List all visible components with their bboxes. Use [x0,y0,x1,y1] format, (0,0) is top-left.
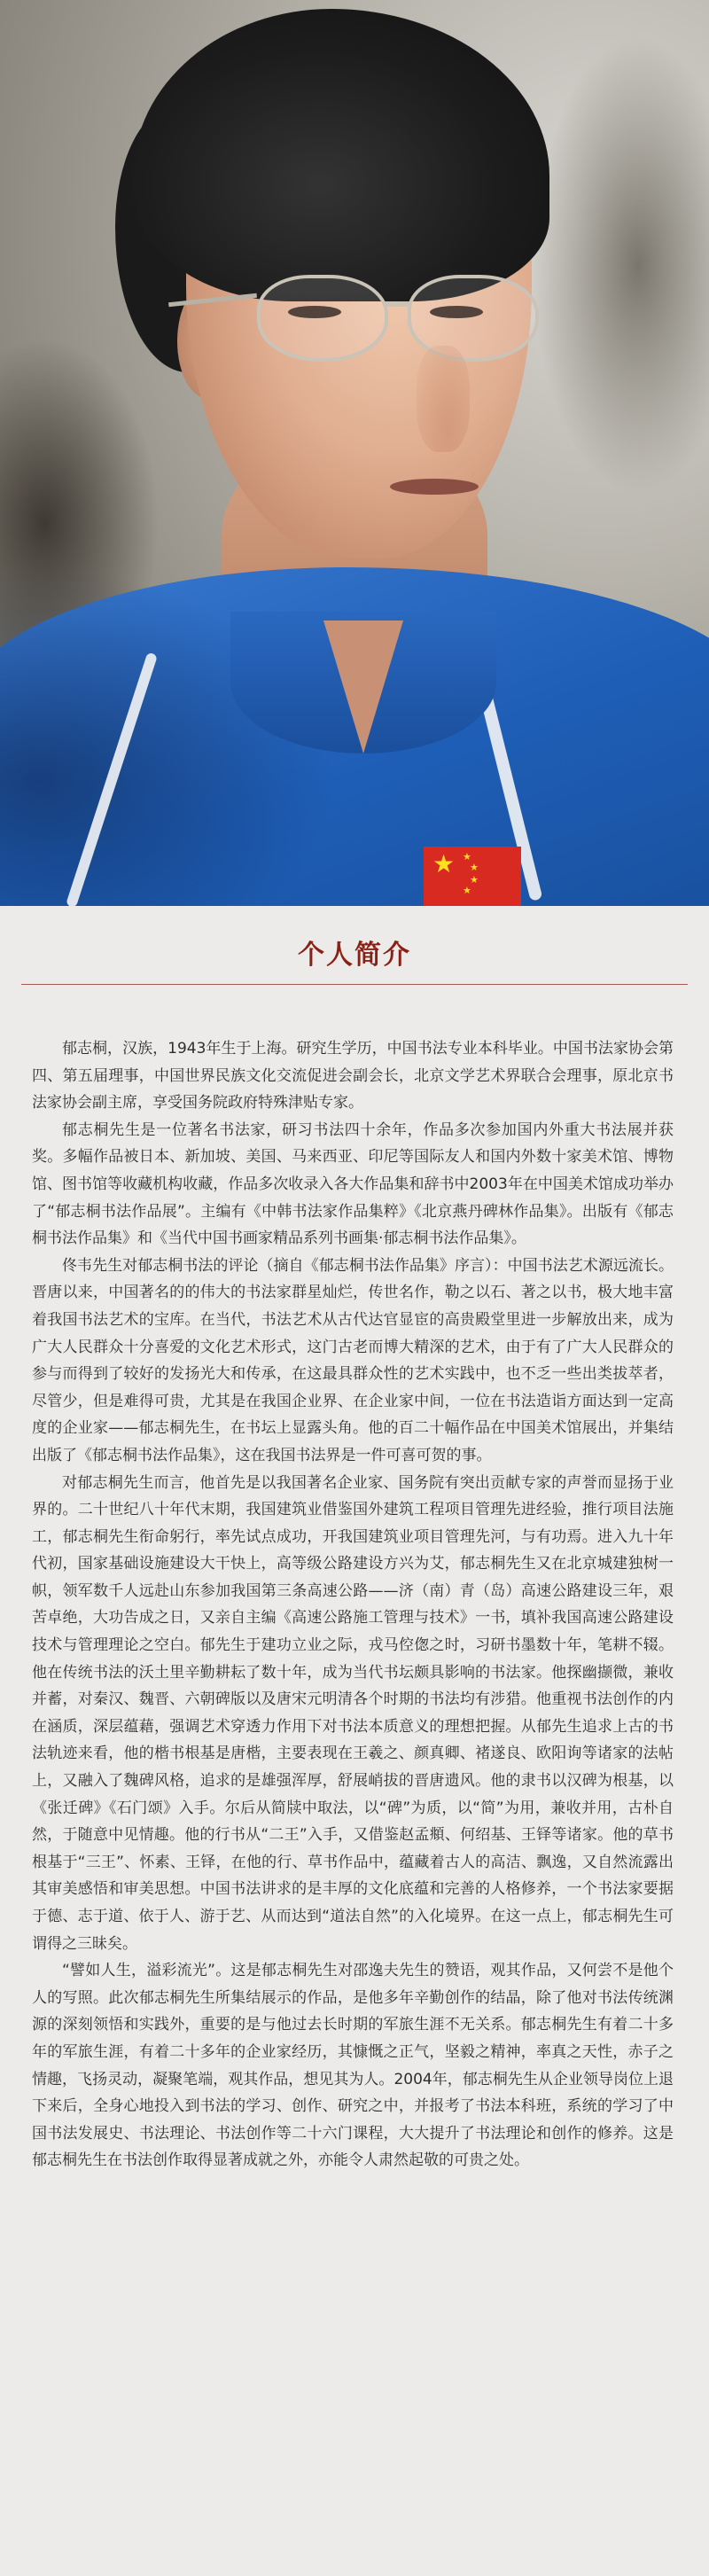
paragraph: 郁志桐，汉族，1943年生于上海。研究生学历，中国书法专业本科毕业。中国书法家协会第四、第五届理事，中国世界民族文化交流促进会副会长，北京文学艺术界联合会理事，原北京书法家协会副主席，享受国务院政府特殊津贴专家。 [32,1040,674,1112]
flag-small-star-icon: ★ [470,874,479,886]
flag-small-star-icon: ★ [470,862,479,873]
eyeglasses [222,266,549,363]
hair [133,9,549,301]
glasses-bridge [383,301,409,307]
section-header [0,906,709,1009]
glasses-lens-left [257,275,388,362]
mouth [390,479,479,495]
paragraph: 对郁志桐先生而言，他首先是以我国著名企业家、国务院有突出贡献专家的声誉而显扬于业界的。二十世纪八十年代末期，我国建筑业借鉴国外建筑工程项目管理先进经验，推行项目法施工，郁志桐先生衔命躬行，率先试点成功，开我国建筑业项目管理先河，与有功焉。进入九十年代初，国家基础设施建设大干快上，高等级公路建设方兴为艾，郁志桐先生又在北京城建独树一帜，领军数千人远赴山东参加我国第三条高速公路——济（南）青（岛）高速公路建设三年，艰苦卓绝，大功告成之日，又亲自主编《高速公路施工管理与技术》一书，填补我国高速公路建设技术与管理理论之空白。郁先生于建功立业之际，戎马倥偬之时，习研书墨数十年，笔耕不辍。他在传统书法的沃土里辛勤耕耘了数十年，成为当代书坛颇具影响的书法家。他探幽撷微，兼收并蓄，对秦汉、魏晋、六朝碑版以及唐宋元明清各个时期的书法均有涉猎。他重视书法创作的内在涵质，深层蕴藉，强调艺术穿透力作用下对书法本质意义的理想把握。从郁先生追求上古的书法轨迹来看，他的楷书根基是唐楷，主要表现在王羲之、颜真卿、褚遂良、欧阳询等诸家的法帖上，又融入了魏碑风格，追求的是雄强浑厚，舒展峭拔的晋唐遗风。他的隶书以汉碑为根基，以《张迁碑》《石门颂》入手。尔后从简牍中取法，以“碑”为质，以“简”为用，兼收并用，古朴自然，于随意中见情趣。他的行书从“二王”入手，又借鉴赵孟頫、何绍基、王铎等诸家。他的草书根基于“三王”、怀素、王铎，在他的行、草书作品中，蕴藏着古人的高洁、飘逸，又自然流露出其审美感悟和审美思想。中国书法讲求的是丰厚的文化底蕴和完善的人格修养，一个书法家要据于德、志于道、依于人、游于艺、从而达到“道法自然”的入化境界。在这一点上，郁志桐先生可谓得之三昧矣。 [32,1473,674,1953]
flag-patch [424,847,521,906]
biography-text [0,1009,709,2174]
flag-small-star-icon: ★ [463,851,471,863]
background-blur [532,35,709,496]
portrait-photo [0,0,709,906]
profile-section [0,906,709,2576]
nose [417,346,470,452]
flag-small-star-icon: ★ [463,885,471,896]
flag-star-icon: ★ [432,849,456,878]
paragraph: 郁志桐先生是一位著名书法家，研习书法四十余年，作品多次参加国内外重大书法展并获奖。多幅作品被日本、新加坡、美国、马来西亚、印尼等国际友人和国内外数十家美术馆、博物馆、图书馆等收藏机构收藏，作品多次收录入各大作品集和辞书中2003年在中国美术馆成功举办了“郁志桐书法作品展”。主编有《中韩书法家作品集粹》《北京燕丹碑林作品集》。出版有《郁志桐书法作品集》和《当代中国书画家精品系列书画集·郁志桐书法作品集》。 [32,1120,674,1248]
paragraph: 佟韦先生对郁志桐书法的评论（摘自《郁志桐书法作品集》序言）：中国书法艺术源远流长。晋唐以来，中国著名的的伟大的书法家群星灿烂，传世名作，勒之以石、著之以书，极大地丰富着我国书法艺术的宝库。在当代，书法艺术从古代达官显宦的高贵殿堂里进一步解放出来，成为广大人民群众十分喜爱的文化艺术形式，这门古老而博大精深的艺术，由于有了广大人民群众的参与而得到了较好的发扬光大和传承，在这最具群众性的艺术实践中，也不乏一些出类拔萃者，尽管少，但是难得可贵，尤其是在我国企业界、在企业家中间，一位在书法造诣方面达到一定高度的企业家——郁志桐先生，在书坛上显露头角。他的百二十幅作品在中国美术馆展出，并集结出版了《郁志桐书法作品集》，这在我国书法界是一件可喜可贺的事。 [32,1256,674,1464]
paragraph: “譬如人生，溢彩流光”。这是郁志桐先生对邵逸夫先生的赞语，观其作品，又何尝不是他个人的写照。此次郁志桐先生所集结展示的作品，是他多年辛勤创作的结晶，除了他对书法传统渊源的深刻领悟和实践外，重要的是与他过去长时期的军旅生涯不无关系。郁志桐先生有着二十多年的军旅生涯，有着二十多年的企业家经历，其慷慨之正气，坚毅之精神，率真之天性，赤子之情趣，飞扬灵动，凝聚笔端，观其作品，想见其为人。2004年，郁志桐先生从企业领导岗位上退下来后，全身心地投入到书法的学习、创作、研究之中，并报考了书法本科班，系统的学习了中国书法发展史、书法理论、书法创作等二十六门课程，大大提升了书法理论和创作的修养。这是郁志桐先生在书法创作取得显著成就之外，亦能令人肃然起敬的可贵之处。 [32,1962,674,2170]
section-title: 个人简介 [298,940,411,971]
title-divider [21,984,688,985]
glasses-lens-right [408,275,539,362]
